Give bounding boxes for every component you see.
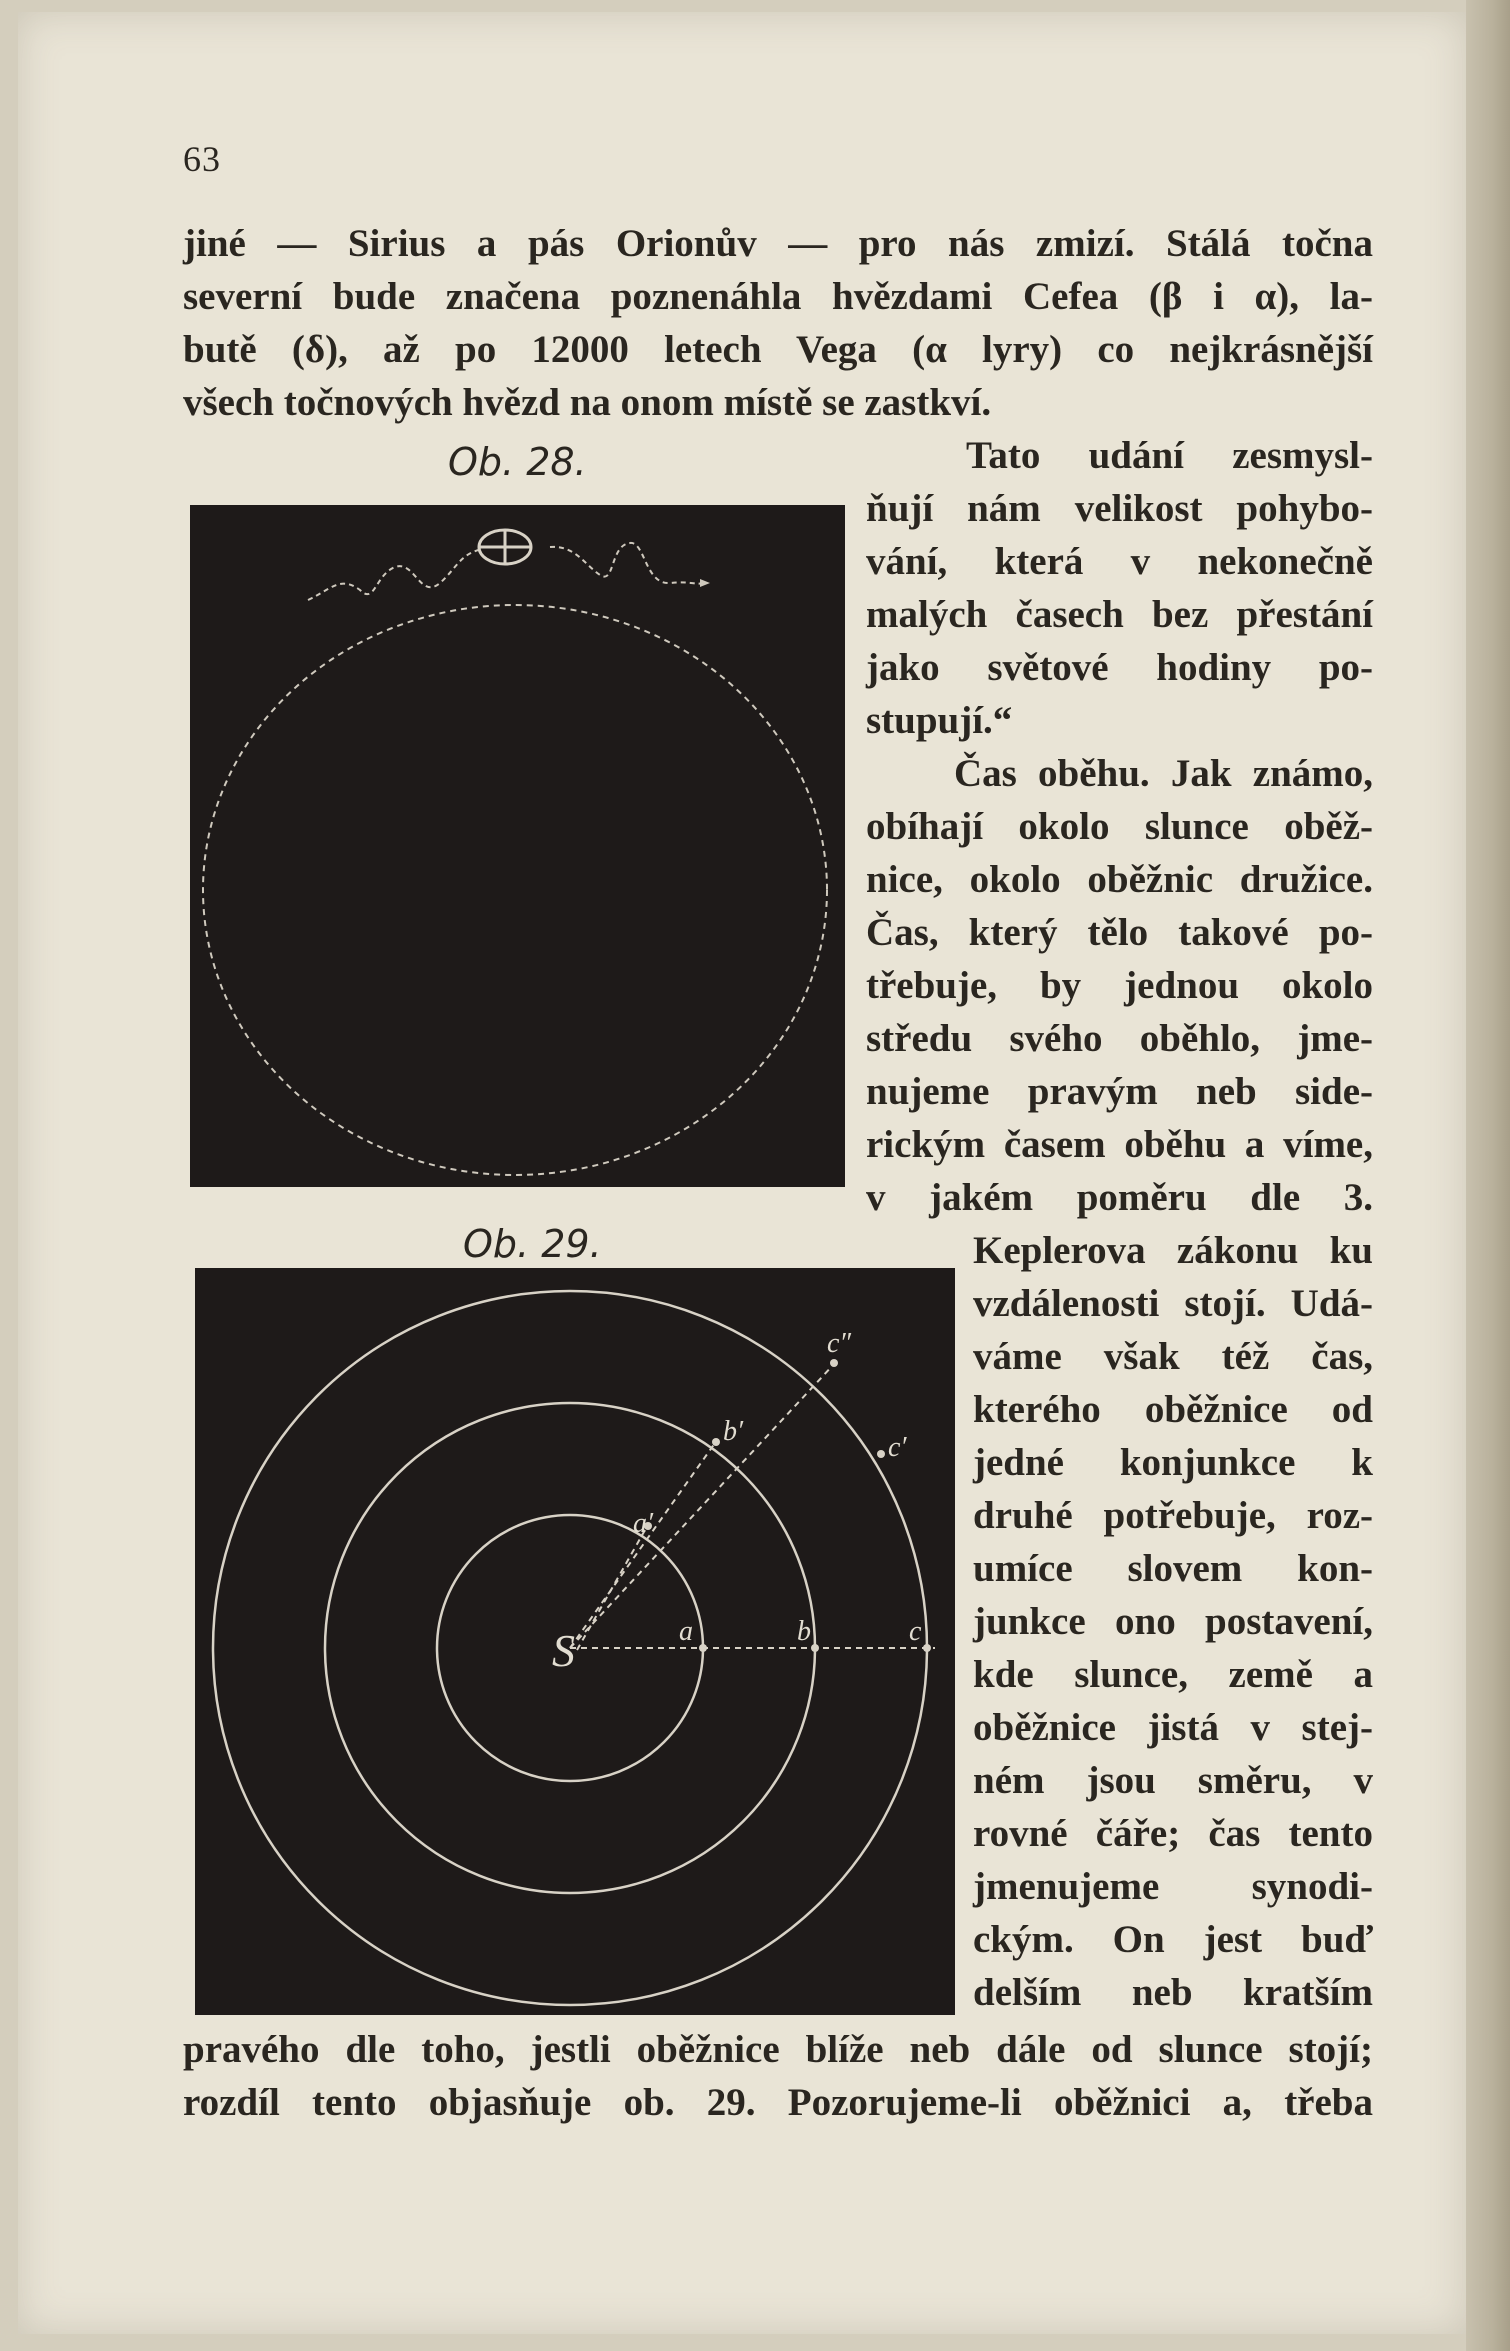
text-line: malých časech bez přestání — [866, 593, 1373, 636]
figure-28 — [190, 505, 845, 1187]
text-line: Čas oběhu. Jak známo, — [954, 752, 1373, 795]
label-b: b — [797, 1616, 811, 1647]
earth-symbol-icon — [479, 530, 531, 564]
figure-29 — [195, 1268, 955, 2015]
text-line: kterého oběžnice od — [973, 1388, 1373, 1431]
text-line: junkce ono postavení, — [973, 1600, 1373, 1643]
text-line: rickým časem oběhu a víme, — [866, 1123, 1373, 1166]
planet-c1-point — [877, 1450, 885, 1458]
text-line: stupují.“ — [866, 699, 1013, 742]
text-line: vání, která v nekonečně — [866, 540, 1373, 583]
label-c2: c″ — [827, 1328, 852, 1359]
figure-28-caption: Ob. 28. — [448, 440, 587, 484]
text-line: pravého dle toho, jestli oběžnice blíže neb dále od slunce stojí; — [183, 2028, 1373, 2071]
text-line: rozdíl tento objasňuje ob. 29. Pozorujeme-li oběžnici a, třeba — [183, 2081, 1373, 2124]
planet-c2-point — [830, 1359, 838, 1367]
text-line: druhé potřebuje, roz- — [973, 1494, 1373, 1537]
text-line: jedné konjunkce k — [973, 1441, 1373, 1484]
text-line: ném jsou směru, v — [973, 1759, 1373, 1802]
text-line: jako světové hodiny po- — [866, 646, 1373, 689]
page-number: 63 — [183, 139, 221, 179]
text-line: nujeme pravým neb side- — [866, 1070, 1373, 1113]
text-line: butě (δ), až po 12000 letech Vega (α lyry) co nejkrásnější — [183, 328, 1373, 371]
text-line: nice, okolo oběžnic družice. — [866, 858, 1373, 901]
text-line: kde slunce, země a — [973, 1653, 1373, 1696]
label-b1: b′ — [723, 1416, 744, 1447]
text-line: vzdálenosti stojí. Udá- — [973, 1282, 1373, 1325]
text-line: umíce slovem kon- — [973, 1547, 1373, 1590]
figure-29-caption: Ob. 29. — [463, 1222, 602, 1266]
page-edge — [1466, 0, 1510, 2351]
text-line: Čas, který tělo takové po- — [866, 911, 1373, 954]
planet-b1-point — [712, 1438, 720, 1446]
label-c: c — [909, 1616, 922, 1647]
text-line: delším neb kratším — [973, 1971, 1373, 2014]
figure-29-diagram — [195, 1268, 955, 2015]
sight-line-a — [577, 1530, 645, 1650]
text-line: váme však též čas, — [973, 1335, 1373, 1378]
sight-line-b — [570, 1443, 715, 1648]
text-line: Keplerova zákonu ku — [973, 1229, 1373, 1272]
text-line: obíhají okolo slunce oběž- — [866, 805, 1373, 848]
text-line: oběžnice jistá v stej- — [973, 1706, 1373, 1749]
label-c1: c′ — [888, 1432, 907, 1463]
text-line: Tato udání zesmysl- — [966, 434, 1373, 477]
planet-c-point — [923, 1644, 931, 1652]
text-line: rovné čáře; čas tento — [973, 1812, 1373, 1855]
text-line: středu svého oběhlo, jme- — [866, 1017, 1373, 1060]
text-line: jmenujeme synodi- — [973, 1865, 1373, 1908]
text-line: v jakém poměru dle 3. — [866, 1176, 1373, 1219]
text-line: severní bude značena poznenáhla hvězdami Cefea (β i α), la- — [183, 275, 1373, 318]
planet-a-point — [699, 1644, 707, 1652]
text-line: jiné — Sirius a pás Orionův — pro nás zmizí. Stálá točna — [183, 222, 1373, 265]
label-a: a — [679, 1616, 693, 1647]
planet-b-point — [811, 1644, 819, 1652]
label-a1: a′ — [633, 1508, 654, 1539]
sun-label: S — [552, 1625, 575, 1676]
text-line: všech točnových hvězd na onom místě se zastkví. — [183, 381, 992, 424]
text-line: ňují nám velikost pohybo- — [866, 487, 1373, 530]
text-line: ckým. On jest buď — [973, 1918, 1373, 1961]
figure-28-diagram — [190, 505, 845, 1187]
arrow-icon — [700, 579, 710, 587]
precession-circle — [203, 605, 827, 1175]
text-line: třebuje, by jednou okolo — [866, 964, 1373, 1007]
